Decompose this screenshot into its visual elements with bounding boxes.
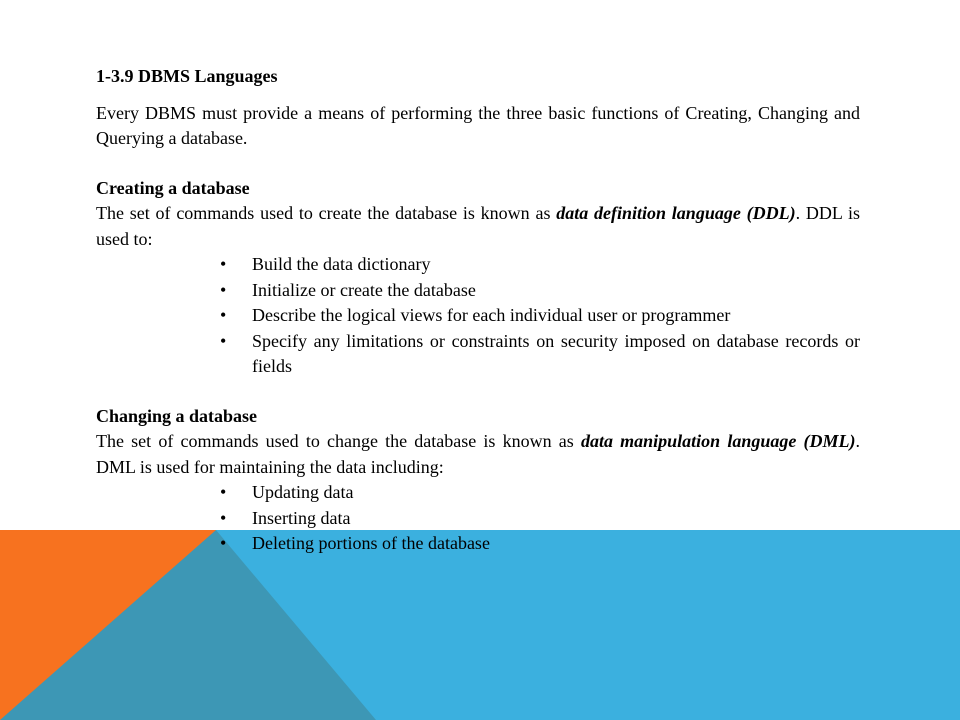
bullet-glyph: •: [220, 533, 227, 553]
spacer: [96, 380, 860, 404]
list-item: [220, 506, 860, 532]
list-item-text: Initialize or create the database: [252, 279, 476, 300]
section-changing: [96, 404, 860, 557]
bullet-glyph: •: [220, 254, 227, 274]
bullet-glyph: •: [220, 279, 227, 300]
spacer: [96, 152, 860, 176]
list-item-text: Describe the logical views for each individual user or programmer: [252, 305, 731, 325]
section-paragraph: [96, 201, 860, 252]
dml-term: data manipulation language (DML): [580, 431, 856, 451]
bullet-glyph: •: [220, 305, 227, 325]
bullet-glyph: •: [220, 482, 227, 502]
list-item-text: Specify any limitations or constraints on security imposed on database records or fields: [252, 330, 860, 376]
section-heading: Creating a database: [96, 177, 250, 198]
text-after: . DML is used for maintaining the data including:: [96, 431, 860, 477]
list-item: [220, 278, 860, 304]
ddl-term: data definition language (DDL): [556, 203, 796, 223]
bullet-glyph: •: [220, 507, 227, 528]
section-paragraph: [96, 429, 860, 480]
list-item: [220, 480, 860, 506]
bullet-glyph: •: [220, 330, 227, 351]
section-heading: Changing a database: [96, 405, 258, 426]
slide-content: [96, 64, 860, 557]
text-before: The set of commands used to change the database is known as: [96, 431, 581, 451]
list-item: [220, 303, 860, 329]
text-after: . DDL is used to:: [96, 203, 860, 249]
text-before: The set of commands used to create the database is known as: [96, 203, 557, 223]
list-item-text: Deleting portions of the database: [252, 533, 490, 553]
intro-paragraph: Every DBMS must provide a means of performing the three basic functions of Creating, Changing and Querying a database.: [96, 102, 860, 148]
list-item-text: Build the data dictionary: [252, 254, 431, 274]
list-item-text: Inserting data: [252, 507, 351, 528]
list-item: [220, 252, 860, 278]
ddl-bullet-list: [96, 252, 860, 380]
section-creating: [96, 176, 860, 380]
list-item-text: Updating data: [252, 482, 354, 502]
dml-bullet-list: [96, 480, 860, 557]
slide-title: 1-3.9 DBMS Languages: [96, 66, 278, 86]
list-item: [220, 329, 860, 380]
list-item: [220, 531, 860, 557]
